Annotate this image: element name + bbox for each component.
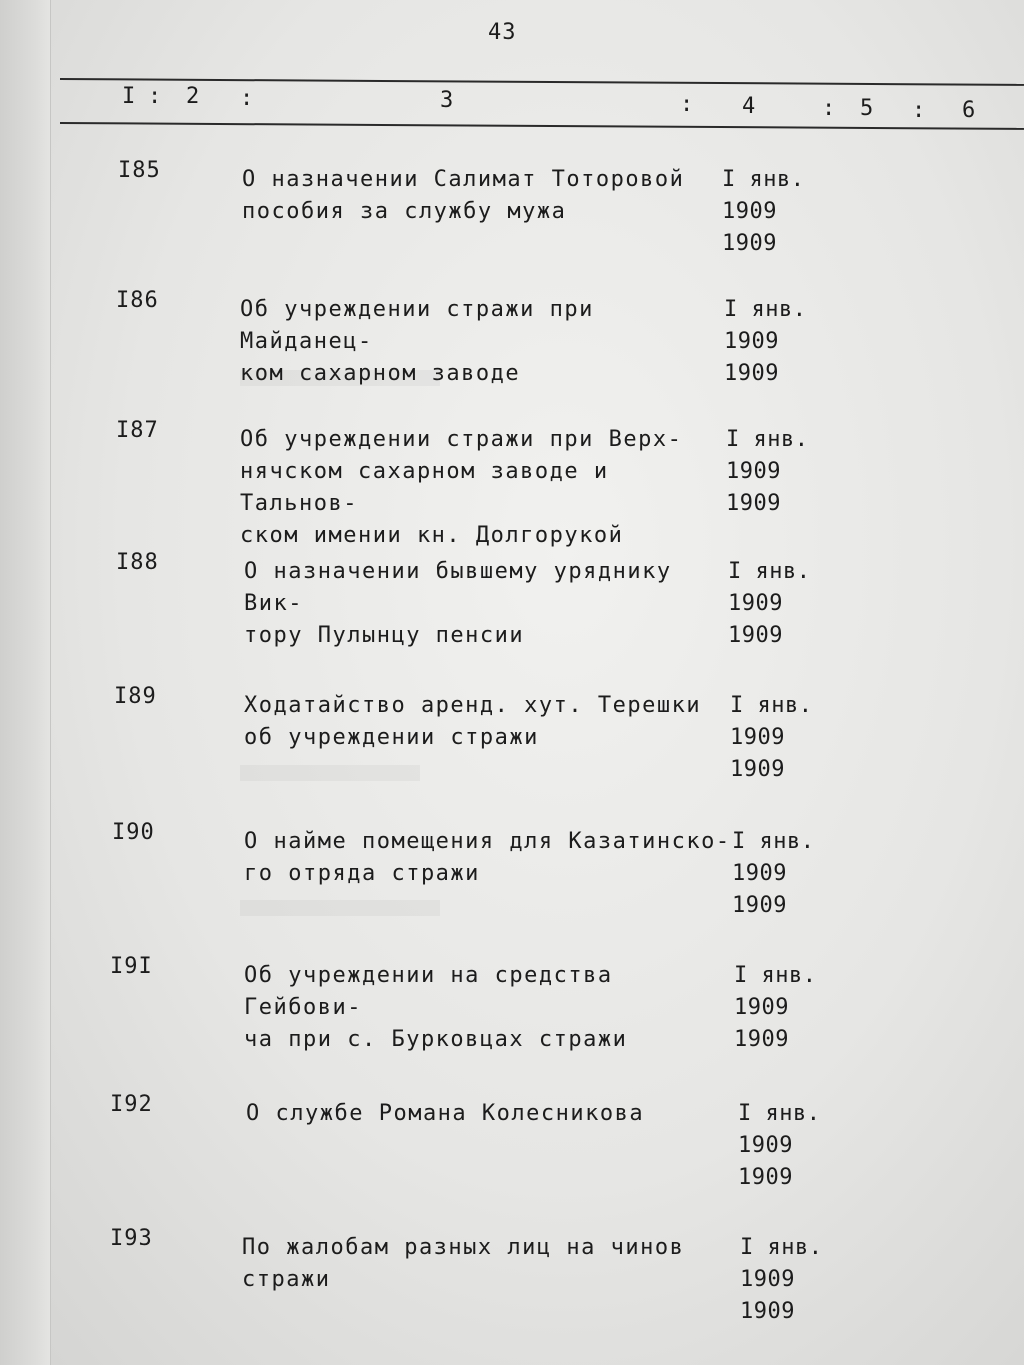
entry-date-from: I янв. [738,1101,821,1126]
entry-title: Об учреждении стражи при Верх- нячском сахарном заводе и Тальнов- ском имении кн. Долгорукой [240,427,683,548]
entry-year-start: 1909 [732,861,787,886]
page-number: 43 [488,20,517,45]
entry-title: О найме помещения для Казатинско- го отряда стражи [244,829,731,886]
entry-dates [738,1098,848,1194]
register-row [0,158,1024,278]
entry-year-end: 1909 [728,623,783,648]
register-row [0,954,1024,1074]
register-row [0,550,1024,670]
entry-year-end: 1909 [726,491,781,516]
entry-title: О службе Романа Колесникова [246,1101,645,1126]
header-separator: : [680,92,694,117]
header-col-5: 5 [860,96,874,121]
entry-date-from: I янв. [726,427,809,452]
header-separator: : [148,84,162,109]
entry-date-from: I янв. [728,559,811,584]
entry-number: I87 [116,418,159,443]
entry-year-end: 1909 [730,757,785,782]
entry-dates [728,556,838,652]
entry-date-from: I янв. [724,297,807,322]
entry-number: I93 [110,1226,153,1251]
register-row [0,1092,1024,1212]
header-col-3: 3 [440,88,454,113]
entry-year-end: 1909 [734,1027,789,1052]
entry-number: I89 [114,684,157,709]
entry-year-start: 1909 [734,995,789,1020]
header-col-4: 4 [742,94,756,119]
entry-title: Об учреждении стражи при Майданец- ком сахарном заводе [240,297,594,386]
entry-title: По жалобам разных лиц на чинов стражи [242,1235,685,1292]
entry-title: Об учреждении на средства Гейбови- ча при с. Бурковцах стражи [244,963,628,1052]
entry-year-end: 1909 [722,231,777,256]
entry-number: I90 [112,820,155,845]
entry-title: Ходатайство аренд. хут. Терешки об учреждении стражи [244,693,702,750]
entry-number: I85 [118,158,161,183]
entry-date-from: I янв. [740,1235,823,1260]
header-col-6: 6 [962,98,976,123]
entry-dates [732,826,842,922]
entry-date-from: I янв. [732,829,815,854]
entry-title: О назначении бывшему уряднику Вик- тору Пулынцу пенсии [244,559,672,648]
header-separator: : [912,98,926,123]
entry-year-start: 1909 [724,329,779,354]
header-separator: : [822,96,836,121]
entry-year-start: 1909 [730,725,785,750]
entry-year-end: 1909 [738,1165,793,1190]
entry-dates [724,294,834,390]
register-row [0,684,1024,804]
entry-year-start: 1909 [722,199,777,224]
entry-year-start: 1909 [740,1267,795,1292]
entry-dates [740,1232,850,1328]
entry-year-start: 1909 [738,1133,793,1158]
entry-date-from: I янв. [722,167,805,192]
header-col-2: 2 [186,84,200,109]
entry-year-start: 1909 [728,591,783,616]
entry-number: I86 [116,288,159,313]
header-separator: : [240,86,254,111]
entry-dates [734,960,844,1056]
register-row [0,820,1024,940]
header-col-1: I [122,84,136,109]
entry-year-end: 1909 [724,361,779,386]
register-row [0,288,1024,408]
entry-date-from: I янв. [734,963,817,988]
entry-number: I9I [110,954,153,979]
entry-dates [730,690,840,786]
entry-number: I92 [110,1092,153,1117]
entry-year-start: 1909 [726,459,781,484]
entry-number: I88 [116,550,159,575]
entry-date-from: I янв. [730,693,813,718]
entry-year-end: 1909 [740,1299,795,1324]
entry-year-end: 1909 [732,893,787,918]
register-row [0,418,1024,548]
entry-dates [722,164,832,260]
register-row [0,1226,1024,1346]
entry-dates [726,424,836,520]
entry-title: О назначении Салимат Тоторовой пособия за службу мужа [242,167,685,224]
